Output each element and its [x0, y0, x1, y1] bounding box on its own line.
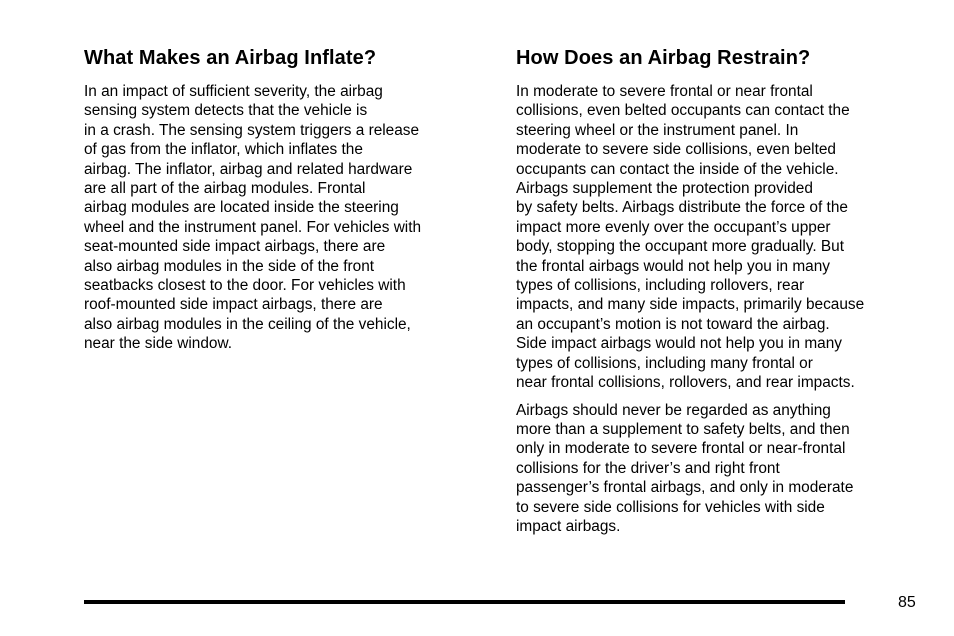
- text-line: sensing system detects that the vehicle is: [84, 102, 368, 120]
- text-line: collisions, even belted occupants can contact the: [516, 102, 850, 120]
- text-line: impact airbags.: [516, 517, 621, 535]
- text-line: types of collisions, including many frontal or: [516, 354, 813, 372]
- text-line: are all part of the airbag modules. Frontal: [84, 180, 366, 198]
- text-line: to severe side collisions for vehicles with side: [516, 498, 825, 516]
- text-line: roof-mounted side impact airbags, there are: [84, 296, 383, 314]
- text-line: In an impact of sufficient severity, the airbag: [84, 83, 383, 100]
- text-line: impact more evenly over the occupant’s upper: [516, 218, 831, 236]
- section-heading-airbag-restrain: How Does an Airbag Restrain?: [516, 47, 811, 69]
- text-line: in a crash. The sensing system triggers a release: [84, 121, 420, 139]
- text-line: In moderate to severe frontal or near frontal: [516, 83, 813, 100]
- body-paragraph: [516, 82, 926, 393]
- body-paragraph: [516, 401, 926, 537]
- text-line: types of collisions, including rollovers, rear: [516, 277, 805, 295]
- text-line: near the side window.: [84, 335, 233, 353]
- text-line: impacts, and many side impacts, primarily because: [516, 296, 865, 314]
- section-heading-airbag-inflate: What Makes an Airbag Inflate?: [84, 47, 377, 69]
- text-line: the frontal airbags would not help you in many: [516, 257, 830, 275]
- text-line: by safety belts. Airbags distribute the force of the: [516, 199, 848, 217]
- text-line: airbag modules are located inside the steering: [84, 199, 399, 217]
- page-number: 85: [898, 594, 916, 611]
- text-line: occupants can contact the inside of the vehicle.: [516, 160, 839, 178]
- text-line: also airbag modules in the ceiling of the vehicle,: [84, 315, 411, 333]
- text-line: seat-mounted side impact airbags, there are: [84, 238, 386, 256]
- text-line: airbag. The inflator, airbag and related hardware: [84, 160, 413, 178]
- text-line: an occupant’s motion is not toward the airbag.: [516, 315, 830, 333]
- left-column: [84, 44, 484, 354]
- right-column: [516, 44, 926, 536]
- text-line: Side impact airbags would not help you in many: [516, 335, 842, 353]
- text-line: body, stopping the occupant more gradually. But: [516, 238, 844, 256]
- text-line: wheel and the instrument panel. For vehicles with: [84, 218, 422, 236]
- text-line: moderate to severe side collisions, even belted: [516, 141, 836, 159]
- text-line: near frontal collisions, rollovers, and rear impacts.: [516, 374, 855, 392]
- text-line: Airbags supplement the protection provided: [516, 180, 813, 198]
- body-paragraph: [84, 82, 484, 354]
- text-line: Airbags should never be regarded as anything: [516, 401, 831, 419]
- text-line: of gas from the inflator, which inflates the: [84, 141, 363, 159]
- text-line: passenger’s frontal airbags, and only in moderate: [516, 479, 854, 497]
- text-line: collisions for the driver’s and right front: [516, 459, 780, 477]
- footer-rule: [84, 600, 845, 604]
- text-line: steering wheel or the instrument panel. In: [516, 121, 799, 139]
- text-line: also airbag modules in the side of the front: [84, 257, 375, 275]
- text-line: more than a supplement to safety belts, and then: [516, 420, 850, 438]
- text-line: only in moderate to severe frontal or near-frontal: [516, 440, 846, 458]
- text-line: seatbacks closest to the door. For vehicles with: [84, 277, 406, 295]
